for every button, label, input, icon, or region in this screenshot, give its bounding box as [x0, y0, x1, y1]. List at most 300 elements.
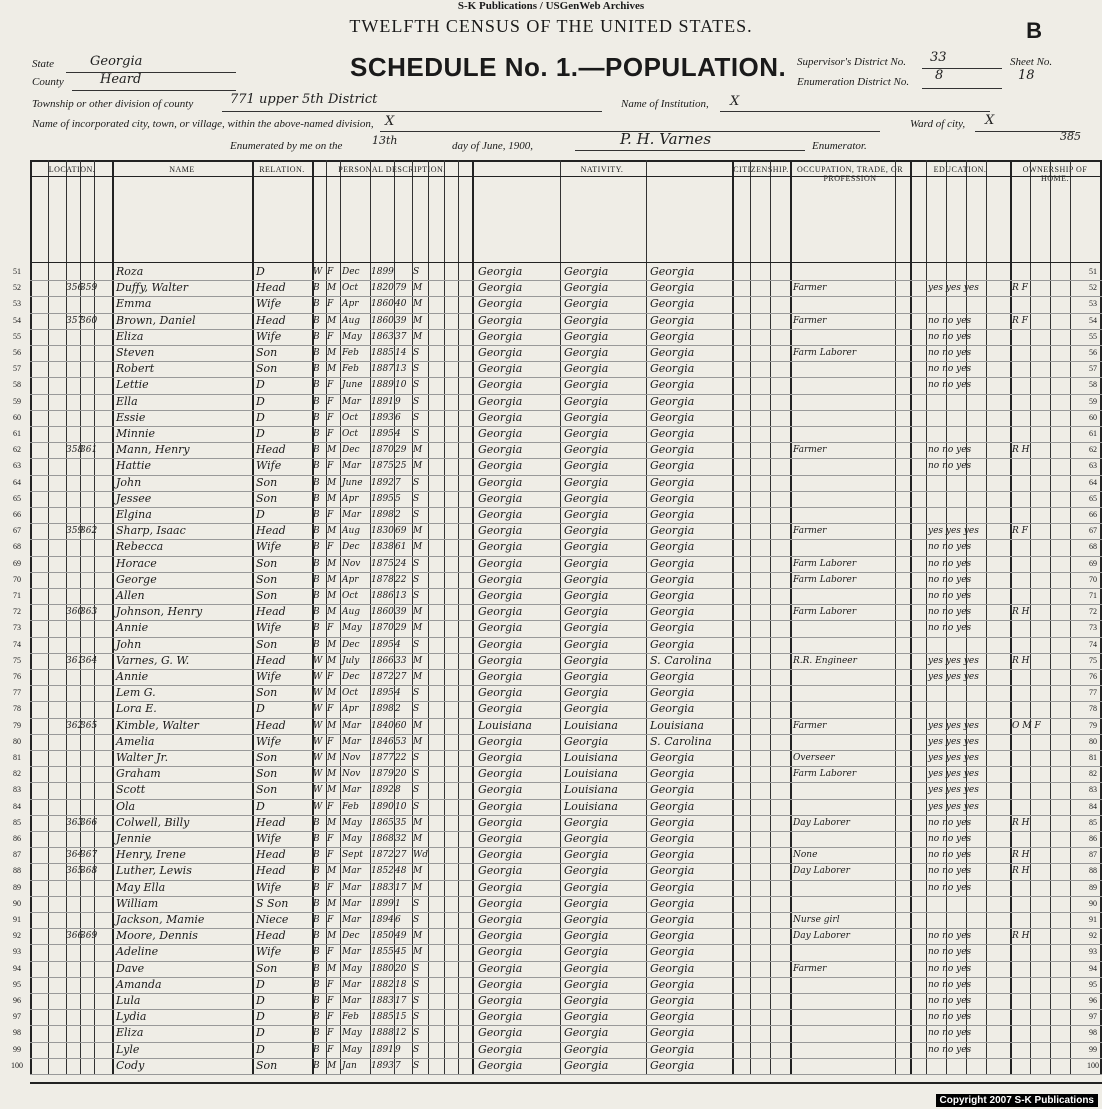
- cell-birth: Georgia: [478, 475, 523, 489]
- cell-birth: Georgia: [478, 1042, 523, 1056]
- cell-edu: no no yes: [928, 963, 972, 974]
- cell-sex: M: [327, 753, 337, 763]
- row-number-right: 73: [1089, 623, 1097, 633]
- cell-mother: Georgia: [650, 929, 695, 943]
- cell-birth: Georgia: [478, 459, 523, 473]
- cell-month: Nov: [342, 558, 361, 569]
- cell-race: B: [313, 1012, 320, 1023]
- cell-sex: M: [327, 574, 337, 585]
- enumerated-day: 13th: [372, 134, 398, 147]
- cell-rel: Son: [256, 475, 278, 489]
- cell-month: May: [342, 834, 362, 844]
- row-number: 79: [13, 720, 21, 730]
- cell-name: Brown, Daniel: [116, 313, 196, 327]
- cell-race: B: [313, 623, 320, 634]
- cell-name: George: [116, 572, 157, 586]
- cell-name: Robert: [116, 362, 155, 376]
- city-value: X: [385, 114, 395, 129]
- cell-sex: F: [327, 380, 334, 391]
- row-number-right: 88: [1089, 866, 1097, 876]
- cell-occ: Farmer: [793, 283, 827, 294]
- cell-race: W: [313, 672, 323, 682]
- cell-father: Georgia: [564, 653, 609, 667]
- row-number: 53: [13, 299, 21, 309]
- cell-name: Lyle: [116, 1042, 140, 1056]
- row-number-right: 98: [1089, 1028, 1097, 1038]
- cell-fam: 365: [80, 720, 98, 731]
- row-number-right: 99: [1089, 1044, 1097, 1054]
- row-number-right: 89: [1089, 882, 1097, 892]
- row-number-right: 55: [1089, 331, 1097, 341]
- cell-father: Georgia: [564, 540, 609, 554]
- cell-mar: S: [413, 364, 420, 375]
- cell-age: 60: [395, 720, 407, 731]
- cell-age: 18: [395, 979, 407, 990]
- cell-race: W: [313, 753, 323, 763]
- cell-sex: M: [327, 558, 337, 569]
- cell-birth: Georgia: [478, 572, 523, 586]
- cell-mother: Georgia: [650, 896, 695, 910]
- cell-edu: no no yes: [928, 623, 972, 634]
- cell-edu: no no yes: [928, 574, 972, 585]
- cell-mother: Georgia: [650, 265, 695, 278]
- cell-race: B: [313, 331, 320, 342]
- county-label: County: [32, 76, 64, 88]
- row-number-right: 79: [1089, 720, 1097, 730]
- cell-year: 1860: [371, 315, 394, 326]
- state-label: State: [32, 58, 54, 70]
- cell-edu: no no yes: [928, 996, 972, 1006]
- cell-mar: M: [413, 672, 423, 682]
- cell-father: Georgia: [564, 346, 609, 359]
- cell-age: 4: [395, 639, 401, 650]
- cell-mar: S: [413, 996, 420, 1006]
- cell-race: B: [313, 364, 320, 375]
- cell-age: 39: [395, 315, 407, 326]
- cell-name: Dave: [116, 961, 145, 975]
- cell-month: Mar: [342, 882, 361, 893]
- cell-mother: Georgia: [650, 572, 695, 586]
- row-number-right: 63: [1089, 461, 1097, 471]
- cell-mother: Georgia: [650, 443, 695, 457]
- cell-month: Oct: [342, 283, 359, 294]
- cell-race: B: [313, 445, 320, 456]
- cell-year: 1840: [371, 720, 394, 731]
- row-number-right: 85: [1089, 817, 1097, 827]
- row-number-right: 71: [1089, 591, 1097, 600]
- row-number: 73: [13, 623, 21, 633]
- cell-birth: Georgia: [478, 751, 523, 764]
- cell-month: Nov: [342, 753, 361, 763]
- cell-birth: Georgia: [478, 832, 523, 845]
- cell-age: 17: [395, 882, 407, 893]
- cell-rel: Wife: [256, 540, 282, 554]
- cell-rel: Son: [256, 556, 278, 570]
- cell-name: Lettie: [116, 378, 149, 392]
- row-number: 81: [13, 753, 21, 762]
- cell-race: B: [313, 1028, 320, 1039]
- cell-birth: Georgia: [478, 589, 523, 602]
- cell-occ: Day Laborer: [793, 817, 850, 828]
- cell-year: 1889: [371, 380, 394, 391]
- cell-year: 1830: [371, 526, 394, 537]
- cell-year: 1894: [371, 915, 394, 925]
- row-number: 65: [13, 493, 21, 503]
- cell-father: Georgia: [564, 896, 609, 910]
- cell-sex: M: [327, 785, 337, 796]
- cell-year: 1886: [371, 591, 394, 601]
- cell-year: 1877: [371, 753, 394, 763]
- cell-birth: Georgia: [478, 961, 523, 975]
- cell-month: Dec: [342, 267, 360, 277]
- cell-rel: Wife: [256, 459, 282, 473]
- row-number-right: 65: [1089, 493, 1097, 503]
- cell-race: B: [313, 996, 320, 1006]
- cell-name: Ella: [116, 394, 138, 408]
- cell-month: Dec: [342, 445, 360, 456]
- cell-name: Kimble, Walter: [116, 718, 199, 732]
- cell-year: 1882: [371, 979, 394, 990]
- cell-edu: no no yes: [928, 1044, 972, 1055]
- cell-name: Luther, Lewis: [116, 864, 192, 878]
- ward-label: Ward of city,: [910, 118, 966, 130]
- cell-birth: Georgia: [478, 427, 523, 440]
- cell-fam: 366: [80, 817, 98, 828]
- cell-mother: Georgia: [650, 540, 695, 554]
- cell-month: Apr: [342, 574, 359, 585]
- cell-mar: S: [413, 639, 420, 650]
- enum-district-value: 8: [935, 68, 944, 83]
- cell-sex: M: [327, 526, 337, 537]
- page-stamp: 385: [1060, 130, 1081, 143]
- row-number-right: 97: [1089, 1012, 1097, 1022]
- cell-sex: M: [327, 348, 337, 358]
- cell-year: 1820: [371, 283, 394, 294]
- cell-mar: S: [413, 348, 420, 358]
- cell-sex: M: [327, 931, 337, 942]
- cell-year: 1872: [371, 672, 394, 682]
- cell-race: W: [313, 267, 323, 277]
- cell-name: Annie: [116, 621, 149, 635]
- cell-age: 69: [395, 526, 407, 537]
- cell-year: 1888: [371, 1028, 394, 1039]
- cell-mar: S: [413, 558, 420, 569]
- row-number: 89: [13, 882, 21, 892]
- cell-birth: Georgia: [478, 896, 523, 910]
- cell-age: 40: [395, 299, 407, 310]
- cell-mother: Georgia: [650, 605, 695, 619]
- cell-father: Georgia: [564, 313, 609, 327]
- cell-name: John: [116, 637, 142, 651]
- cell-fam: 359: [80, 283, 98, 294]
- cell-mar: S: [413, 1044, 420, 1055]
- cell-sex: M: [327, 607, 337, 618]
- cell-mar: M: [413, 315, 423, 326]
- schedule-title: SCHEDULE No. 1.—POPULATION.: [350, 52, 787, 82]
- cell-edu: yes yes yes: [928, 769, 979, 780]
- cell-mother: S. Carolina: [650, 734, 712, 748]
- section-personal: PERSONAL DESCRIPTION.: [338, 165, 446, 174]
- cell-year: 1863: [371, 331, 394, 342]
- cell-rel: Head: [256, 929, 286, 943]
- cell-name: Lula: [116, 994, 141, 1007]
- cell-father: Georgia: [564, 977, 609, 991]
- cell-sex: F: [327, 947, 334, 958]
- cell-mother: Louisiana: [650, 718, 704, 732]
- cell-rel: D: [256, 1042, 265, 1056]
- cell-father: Georgia: [564, 945, 609, 959]
- institution-value: X: [730, 94, 740, 109]
- cell-name: Hattie: [116, 459, 152, 473]
- corner-letter: B: [1026, 18, 1042, 43]
- cell-edu: yes yes yes: [928, 720, 979, 731]
- cell-year: 1880: [371, 963, 394, 974]
- row-number: 71: [13, 591, 21, 600]
- row-number: 100: [11, 1060, 23, 1070]
- cell-occ: None: [793, 850, 818, 861]
- cell-rel: D: [256, 427, 265, 440]
- row-number-right: 76: [1089, 672, 1097, 681]
- cell-edu: yes yes yes: [928, 672, 979, 682]
- cell-edu: yes yes yes: [928, 801, 979, 812]
- cell-race: B: [313, 817, 320, 828]
- cell-year: 1891: [371, 396, 394, 407]
- cell-occ: Farmer: [793, 526, 827, 537]
- cell-year: 1892: [371, 785, 394, 796]
- cell-own: R F: [1012, 315, 1028, 326]
- cell-mother: Georgia: [650, 1058, 695, 1072]
- cell-rel: D: [256, 394, 265, 408]
- cell-edu: no no yes: [928, 817, 972, 828]
- cell-father: Georgia: [564, 734, 609, 748]
- cell-sex: F: [327, 412, 334, 423]
- cell-birth: Georgia: [478, 880, 523, 894]
- cell-dw: 360: [66, 607, 84, 618]
- cell-year: 1895: [371, 639, 394, 650]
- cell-birth: Georgia: [478, 524, 523, 538]
- cell-mother: Georgia: [650, 394, 695, 408]
- cell-rel: Head: [256, 718, 286, 732]
- cell-month: Apr: [342, 704, 359, 715]
- cell-own: R H: [1012, 866, 1030, 877]
- cell-sex: M: [327, 1060, 337, 1071]
- cell-mar: M: [413, 542, 423, 553]
- cell-name: Varnes, G. W.: [116, 653, 190, 667]
- cell-month: Mar: [342, 996, 361, 1006]
- cell-edu: yes yes yes: [928, 526, 979, 537]
- cell-occ: Nurse girl: [793, 915, 840, 925]
- cell-name: Roza: [116, 265, 144, 278]
- cell-father: Georgia: [564, 556, 609, 570]
- row-number-right: 52: [1089, 283, 1097, 293]
- cell-birth: Georgia: [478, 605, 523, 619]
- cell-edu: yes yes yes: [928, 785, 979, 796]
- cell-father: Louisiana: [564, 718, 618, 732]
- cell-month: Jan: [342, 1060, 357, 1071]
- cell-race: W: [313, 688, 323, 699]
- cell-birth: Georgia: [478, 508, 523, 521]
- cell-name: Lydia: [116, 1010, 147, 1024]
- cell-age: 4: [395, 429, 401, 439]
- row-number: 66: [13, 510, 21, 519]
- ward-value: X: [985, 113, 995, 128]
- row-number: 67: [13, 526, 21, 536]
- cell-birth: Georgia: [478, 265, 523, 278]
- cell-year: 1898: [371, 510, 394, 520]
- cell-birth: Georgia: [478, 686, 523, 700]
- cell-race: B: [313, 396, 320, 407]
- cell-age: 27: [395, 850, 407, 861]
- cell-age: 45: [395, 947, 407, 958]
- cell-mar: S: [413, 688, 420, 699]
- cell-mother: Georgia: [650, 427, 695, 440]
- row-number-right: 80: [1089, 736, 1097, 746]
- row-number-right: 58: [1089, 380, 1097, 390]
- cell-year: 1899: [371, 267, 394, 277]
- cell-birth: Georgia: [478, 929, 523, 943]
- row-number: 87: [13, 850, 21, 860]
- cell-race: B: [313, 412, 320, 423]
- cell-age: 20: [395, 769, 407, 780]
- row-number: 72: [13, 607, 21, 617]
- cell-father: Georgia: [564, 929, 609, 943]
- cell-mother: Georgia: [650, 281, 695, 295]
- cell-father: Georgia: [564, 832, 609, 845]
- cell-age: 48: [395, 866, 407, 877]
- cell-mar: M: [413, 445, 423, 456]
- cell-rel: Head: [256, 653, 286, 667]
- cell-mother: Georgia: [650, 977, 695, 991]
- cell-mar: S: [413, 769, 420, 780]
- cell-rel: Niece: [256, 913, 289, 926]
- cell-age: 22: [395, 753, 407, 763]
- cell-rel: Head: [256, 605, 286, 619]
- cell-year: 1893: [371, 412, 394, 423]
- cell-rel: D: [256, 994, 265, 1007]
- cell-name: Colwell, Billy: [116, 815, 190, 829]
- cell-edu: no no yes: [928, 882, 972, 893]
- cell-rel: Son: [256, 346, 278, 359]
- cell-birth: Georgia: [478, 637, 523, 651]
- cell-mother: Georgia: [650, 508, 695, 521]
- cell-age: 61: [395, 542, 407, 553]
- cell-name: Amanda: [116, 977, 162, 991]
- cell-race: B: [313, 315, 320, 326]
- cell-age: 17: [395, 996, 407, 1006]
- cell-race: B: [313, 477, 320, 488]
- cell-name: Eliza: [116, 1026, 144, 1040]
- cell-race: W: [313, 720, 323, 731]
- cell-mar: M: [413, 931, 423, 942]
- cell-sex: M: [327, 720, 337, 731]
- cell-sex: F: [327, 736, 334, 747]
- cell-age: 9: [395, 396, 401, 407]
- cell-mother: Georgia: [650, 848, 695, 862]
- cell-rel: D: [256, 702, 265, 716]
- cell-mar: S: [413, 801, 420, 812]
- cell-occ: Overseer: [793, 753, 835, 763]
- cell-edu: no no yes: [928, 931, 972, 942]
- row-number: 86: [13, 834, 21, 843]
- cell-edu: yes yes yes: [928, 736, 979, 747]
- cell-year: 1870: [371, 623, 394, 634]
- cell-birth: Georgia: [478, 864, 523, 878]
- cell-mar: S: [413, 429, 420, 439]
- row-number: 76: [13, 672, 21, 681]
- cell-age: 79: [395, 283, 407, 294]
- cell-mar: S: [413, 510, 420, 520]
- cell-occ: Farmer: [793, 445, 827, 456]
- cell-name: Walter Jr.: [116, 751, 169, 764]
- cell-mar: M: [413, 283, 423, 294]
- cell-year: 1879: [371, 769, 394, 780]
- cell-age: 24: [395, 558, 407, 569]
- cell-name: Graham: [116, 767, 161, 781]
- cell-edu: yes yes yes: [928, 753, 979, 763]
- cell-mother: Georgia: [650, 362, 695, 376]
- cell-father: Georgia: [564, 524, 609, 538]
- cell-mother: Georgia: [650, 799, 695, 813]
- cell-edu: no no yes: [928, 947, 972, 958]
- cell-rel: Son: [256, 751, 278, 764]
- cell-birth: Georgia: [478, 945, 523, 959]
- cell-sex: M: [327, 493, 337, 504]
- cell-fam: 367: [80, 850, 98, 861]
- cell-mar: M: [413, 607, 423, 618]
- row-number: 55: [13, 331, 21, 341]
- enumerated-suffix: day of June, 1900,: [452, 140, 533, 152]
- cell-father: Georgia: [564, 637, 609, 651]
- cell-month: Feb: [342, 364, 359, 375]
- cell-month: Aug: [342, 315, 361, 326]
- cell-own: R H: [1012, 607, 1030, 618]
- cell-sex: M: [327, 817, 337, 828]
- cell-birth: Georgia: [478, 297, 523, 311]
- cell-year: 1860: [371, 299, 394, 310]
- cell-year: 1870: [371, 445, 394, 456]
- copyright-notice: Copyright 2007 S-K Publications: [936, 1094, 1098, 1107]
- cell-fam: 368: [80, 866, 98, 877]
- cell-mar: M: [413, 331, 423, 342]
- state-value: Georgia: [90, 54, 143, 69]
- cell-sex: F: [327, 542, 334, 553]
- cell-rel: Son: [256, 637, 278, 651]
- cell-race: B: [313, 607, 320, 618]
- cell-birth: Georgia: [478, 702, 523, 716]
- cell-age: 9: [395, 1044, 401, 1055]
- cell-birth: Georgia: [478, 621, 523, 635]
- cell-month: May: [342, 1028, 362, 1039]
- cell-age: 2: [395, 510, 401, 520]
- cell-month: Mar: [342, 947, 361, 958]
- cell-age: 7: [395, 477, 401, 488]
- cell-birth: Georgia: [478, 799, 523, 813]
- cell-year: 1838: [371, 542, 394, 553]
- cell-mar: M: [413, 834, 423, 844]
- row-number: 96: [13, 996, 21, 1005]
- cell-rel: Wife: [256, 832, 282, 845]
- cell-father: Georgia: [564, 605, 609, 619]
- row-number: 56: [13, 348, 21, 357]
- cell-birth: Georgia: [478, 410, 523, 424]
- cell-sex: M: [327, 898, 337, 909]
- cell-sex: F: [327, 461, 334, 472]
- cell-mar: M: [413, 866, 423, 877]
- cell-month: Feb: [342, 801, 359, 812]
- row-number: 94: [13, 963, 21, 973]
- cell-month: Mar: [342, 720, 361, 731]
- cell-age: 6: [395, 915, 401, 925]
